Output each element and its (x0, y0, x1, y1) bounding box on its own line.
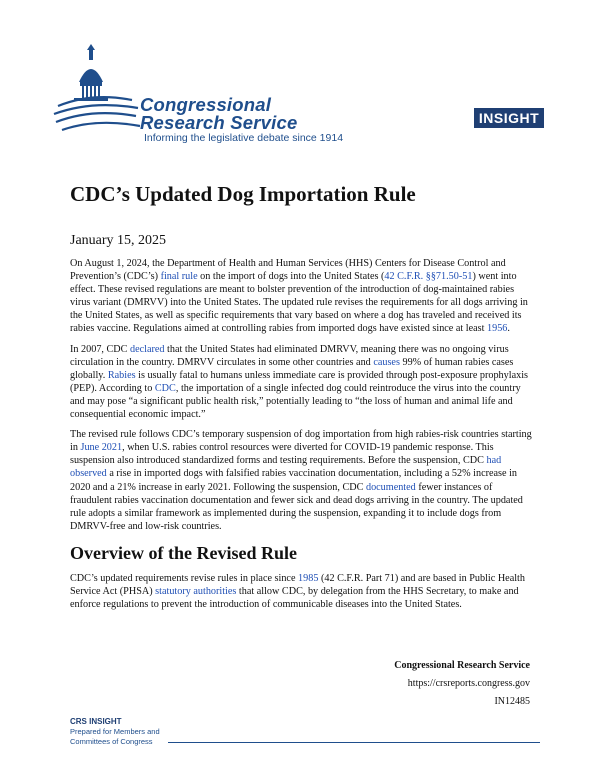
brand-tagline: Informing the legislative debate since 1914 (144, 132, 344, 144)
paragraph-4 (70, 572, 532, 611)
inline-link[interactable]: statutory authorities (155, 585, 237, 597)
text-run: that allow CDC, by delegation from the HHS Secretary, to make and enforce regulations to prevent the introduction of communicable diseases into the United States. (70, 585, 519, 611)
text-run: fewer instances of fraudulent rabies vaccination documentation and fewer sick and dead dogs arriving in the country. The updated rule adopts a similar framework as implemented during the suspension, expanding it to include dogs from DMRVV-free and low-risk countries. (70, 481, 523, 532)
paragraph-1 (70, 257, 532, 336)
footer-url: https://crsreports.congress.gov (407, 678, 530, 689)
inline-link[interactable]: had observed (70, 455, 502, 480)
paragraph-3 (70, 428, 532, 533)
text-run: CDC’s updated requirements revise rules in place since (70, 572, 299, 584)
page-title: CDC’s Updated Dog Importation Rule (70, 182, 416, 206)
document-body (70, 257, 532, 618)
text-run: In 2007, CDC (70, 343, 130, 355)
text-run: The revised rule follows CDC’s temporary suspension of dog importation from high rabies-risk countries starting in (70, 429, 532, 454)
bottom-tag-line1: Prepared for Members and (70, 727, 160, 736)
text-run: is usually fatal to humans unless immediate care is provided through post-exposure prophylaxis (PEP). According to (70, 369, 528, 394)
inline-link[interactable]: causes (373, 356, 400, 368)
bottom-tag-title: CRS INSIGHT (70, 717, 122, 726)
report-id: IN12485 (494, 696, 530, 707)
inline-link[interactable]: June 2021 (80, 442, 123, 454)
text-run: that the United States had eliminated DMRVV, meaning there was no ongoing virus circulation in the country. DMRVV circulates in some other countries and (70, 343, 509, 368)
text-run: ) went into effect. These revised regulations are meant to bolster prevention of the introduction of dog-maintained rabies virus variant (DMRVV) into the United States. The updated rule revises the requirements for all dogs arriving in the United States, as well as specific requirements that vary based on where a dog has traveled and received its rabies vaccine. Regulations aimed at controlling rabies from imported dogs have existed since at least (70, 271, 528, 335)
inline-link[interactable]: 42 C.F.R. §§71.50-51 (384, 271, 473, 283)
inline-link[interactable]: 1985 (298, 572, 319, 584)
inline-link[interactable]: 1956 (487, 323, 508, 335)
insight-badge: INSIGHT (474, 108, 544, 128)
brand-name-line2: Research Service (140, 112, 298, 133)
bottom-divider (168, 742, 540, 743)
inline-link[interactable]: documented (365, 481, 416, 493)
text-run: , the importation of a single infected dog could reintroduce the virus into the country and may pose “a significant public health risk,” potentially leading to “the loss of human and animal life and consequential economic impact.” (70, 382, 521, 421)
inline-link[interactable]: Rabies (107, 369, 136, 381)
bottom-tag-line2: Committees of Congress (70, 737, 153, 746)
text-run: a rise in imported dogs with falsified rabies vaccination documentation, including a 52% increase in 2020 and a 21% increase in early 2021. Following the suspension, CDC (70, 468, 517, 493)
paragraph-2 (70, 343, 532, 422)
section-heading: Overview of the Revised Rule (70, 542, 297, 563)
text-run: (42 C.F.R. Part 71) and are based in Public Health Service Act (PHSA) (70, 572, 525, 597)
crs-logo (52, 42, 372, 152)
bottom-tag (70, 717, 160, 747)
text-run: , when U.S. rabies control resources were diverted for COVID-19 pandemic response. This suspension also introduced standardized forms and testing requirements. Before the suspension, CDC (70, 442, 494, 467)
text-run: On August 1, 2024, the Department of Health and Human Services (HHS) Centers for Disease Control and Prevention’s (CDC’s) (70, 258, 506, 283)
publication-date: January 15, 2025 (70, 233, 167, 248)
brand-name-line1: Congressional (140, 94, 272, 115)
inline-link[interactable]: declared (130, 343, 165, 355)
text-run: . (507, 323, 510, 335)
text-run: on the import of dogs into the United States ( (197, 271, 385, 283)
inline-link[interactable]: final rule (160, 271, 198, 283)
capitol-dome-icon (52, 42, 142, 152)
footer-organization: Congressional Research Service (394, 660, 530, 671)
text-run: 99% of human rabies cases globally. (70, 356, 514, 381)
inline-link[interactable]: CDC (154, 382, 176, 394)
